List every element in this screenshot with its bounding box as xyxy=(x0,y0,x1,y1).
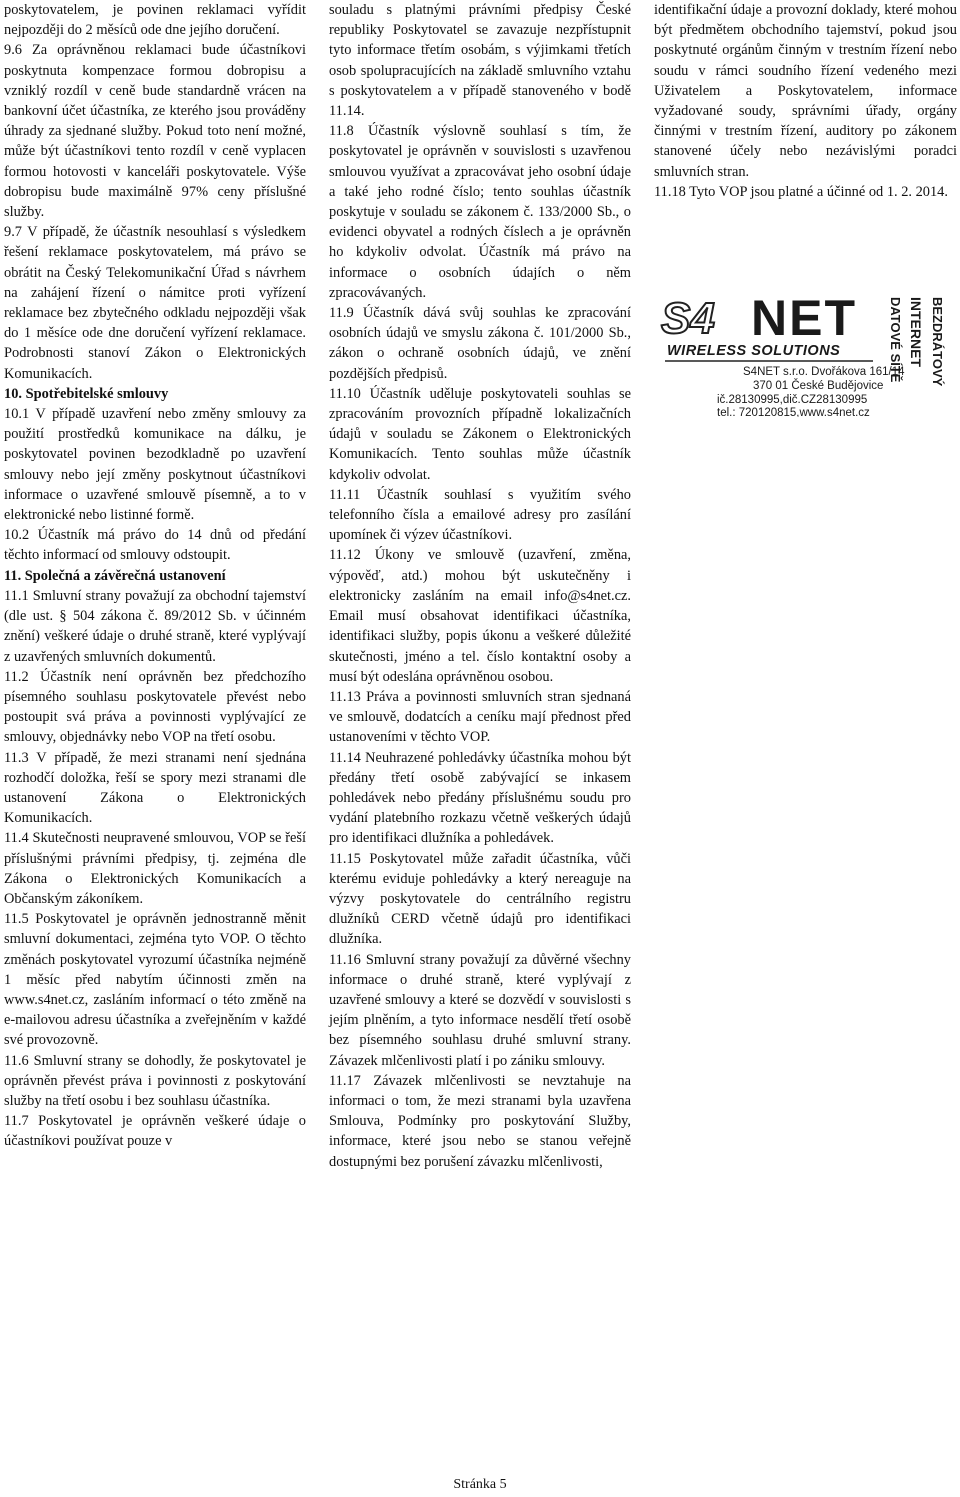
paragraph: poskytovatelem, je povinen reklamaci vyřídit nejpozději do 2 měsíců ode dne jejího doručení. xyxy=(4,2,306,39)
paragraph: 11.16 Smluvní strany považují za důvěrné všechny informace o druhé straně, které vyplývají z uzavřené smlouvy a které se dozvědí v souvislosti s jejím plněním, a tyto informace nesdělí třetí osobě bez písemného souhlasu druhé smluvní strany. Závazek mlčenlivosti platí i po zániku smlouvy. xyxy=(329,951,631,1069)
logo-brand-main: NET xyxy=(751,295,857,346)
text-column-2 xyxy=(329,0,631,1172)
paragraph: 11.2 Účastník není oprávněn bez předchozího písemného souhlasu poskytovatele převést nebo postoupit svá práva a povinnosti vyplývající ze smlouvy, objednávky nebo VOP na třetí osobu. xyxy=(4,668,306,746)
page-number: Stránka 5 xyxy=(453,1477,507,1492)
paragraph: 10.2 Účastník má právo do 14 dnů od předání těchto informací od smlouvy odstoupit. xyxy=(4,527,306,564)
logo-ids-line: ič.28130995,dič.CZ28130995 xyxy=(717,394,868,406)
logo-tagline: WIRELESS SOLUTIONS xyxy=(667,343,841,359)
paragraph: 11.1 Smluvní strany považují za obchodní tajemství (dle ust. § 504 zákona č. 89/2012 Sb. v účinném znění) veškeré údaje o druhé straně, které vyplývají z uzavřených smluvních dokumentů. xyxy=(4,587,306,665)
logo-address-line1: S4NET s.r.o. Dvořákova 161/14 xyxy=(743,366,905,378)
logo-mark-icon xyxy=(661,295,857,346)
logo-contact-line: tel.: 720120815,www.s4net.cz xyxy=(717,407,870,417)
text-column-3 xyxy=(654,0,957,202)
paragraph: 11.9 Účastník dává svůj souhlas ke zpracování osobních údajů ve smyslu zákona č. 101/2000 Sb., zákon o ochraně osobních údajů, ve znění pozdějších předpisů. xyxy=(329,305,631,382)
paragraph: 9.7 V případě, že účastník nesouhlasí s výsledkem řešení reklamace poskytovatelem, má právo se obrátit na Český Telekomunikační Úřad s návrhem na zahájení řízení o námitce proti vyřízení reklamace bez zbytečného odkladu nejpozději však do 1 měsíce ode dne doručení vyřízení reklamace. Podrobnosti stanoví Zákon o Elektronických Komunikacích. xyxy=(4,224,306,382)
logo-side-text1: DATOVÉ SÍTĚ xyxy=(888,297,903,383)
paragraph: 11.15 Poskytovatel může zařadit účastníka, vůči kterému eviduje pohledávky a který nereaguje na výzvy poskytovatele do centrálního registru dlužníků CERD včetně údajů pro identifikaci dlužníka. xyxy=(329,850,631,948)
paragraph: 11.7 Poskytovatel je oprávněn veškeré údaje o účastníkovi používat pouze v xyxy=(4,1113,306,1150)
paragraph: 11.4 Skutečnosti neupravené smlouvou, VOP se řeší příslušnými právními předpisy, tj. zejména dle Zákona o Elektronických Komunikacích a Občanským zákoníkem. xyxy=(4,830,306,907)
paragraph: 11.10 Účastník uděluje poskytovateli souhlas se zpracováním provozních případně lokalizačních údajů v souladu se Zákonem o Elektronických Komunikacích. Tento souhlas může účastník kdykoliv odvolat. xyxy=(329,385,631,483)
paragraph: 11.8 Účastník výslovně souhlasí s tím, že poskytovatel je oprávněn v souvislosti s uzavřenou smlouvou využívat a zpracovávat jeho osobní údaje a také jeho rodné číslo; tento souhlas účastník poskytuje v souladu se zákonem č. 133/2000 Sb., o evidenci obyvatel a rodných číslech a je oprávněn ho kdykoliv odvolat. Účastník má právo na informace o osobních údajích o něm zpracovávaných. xyxy=(329,123,631,301)
company-stamp-logo xyxy=(659,295,955,417)
paragraph: 11.14 Neuhrazené pohledávky účastníka mohou být předány třetí osobě zabývající se inkasem pohledávek nebo předány příslušnému soudu pro vydání platebního rozkazu včetně veškerých údajů pro identifikaci dlužníka a pohledávek. xyxy=(329,749,631,847)
text-column-1 xyxy=(4,0,306,1152)
paragraph: 11.11 Účastník souhlasí s využitím svého telefonního čísla a emailové adresy pro zasílání upomínek či výzev účastníkovi. xyxy=(329,486,631,544)
paragraph: 11.5 Poskytovatel je oprávněn jednostranně měnit smluvní dokumentaci, zejména tyto VOP. O těchto změnách poskytovatel vyrozumí účastníka nejméně 1 měsíc před nabytím účinnosti změn na www.s4net.cz, zasláním informací o této změně na e-mailovou adresu účastníka a zveřejněním v každé své provozovně. xyxy=(4,911,306,1049)
section-heading: 11. Společná a závěrečná ustanovení xyxy=(4,567,226,584)
paragraph: 9.6 Za oprávněnou reklamaci bude účastníkovi poskytnuta kompenzace formou dobropisu a vzniklý rozdíl v ceně bude standardně vrácen na bankovní účet účastníka, ze kterého jsou prováděny úhrady za sjednané služby. Pokud toto není možné, může být účastníkovi tento rozdíl v ceně vyplacen formou hotovosti v kanceláři poskytovatele. Výše dobropisu bude maximálně 97% ceny příslušné služby. xyxy=(4,42,306,221)
paragraph: 10.1 V případě uzavření nebo změny smlouvy za použití prostředků komunikace na dálku, je poskytovatel povinen bezodkladně po uzavření smlouvy nebo její změny poskytnout účastníkovi informace o uzavřené smlouvě písemně, a to v elektronické nebo listinné formě. xyxy=(4,406,306,524)
logo-brand-prefix: S4 xyxy=(661,295,715,343)
paragraph: 11.6 Smluvní strany se dohodly, že poskytovatel je oprávněn převést práva i povinnosti z poskytování služby na třetí osobu i bez souhlasu účastníka. xyxy=(4,1052,306,1109)
paragraph: 11.3 V případě, že mezi stranami není sjednána rozhodčí doložka, řeší se spory mezi stranami dle ustanovení Zákona o Elektronických Komunikacích. xyxy=(4,749,306,827)
paragraph: identifikační údaje a provozní doklady, které mohou být předmětem obchodního tajemství, pokud jsou poskytnuté orgánům činným v trestním řízení nebo soudu v rámci soudního řízení vedeného mezi Uživatelem a Poskytovatelem, informace vyžadované soudy, správními úřady, orgány činnými v trestním řízení, auditory po zákonem stanovené účely nebo nezávislými poradci smluvních stran. xyxy=(654,2,957,180)
logo-side-text2: INTERNET xyxy=(908,297,924,367)
paragraph: souladu s platnými právními předpisy České republiky Poskytovatel se zavazuje nezpřístupnit tyto informace třetím osobám, s výjimkami třetích osob spolupracujících na základě smluvního vztahu s poskytovatelem a v případě stanoveného v bodě 11.14. xyxy=(329,2,631,120)
logo-address-line2: 370 01 České Budějovice xyxy=(753,380,884,392)
paragraph: 11.17 Závazek mlčenlivosti se nevztahuje na informaci o tom, že mezi stranami byla uzavřena Smlouva, Podmínky pro poskytování Služby, informace, které jsou nebo se stanou veřejně dostupnými bez porušení závazku mlčenlivosti, xyxy=(329,1072,631,1170)
paragraph: 11.13 Práva a povinnosti smluvních stran sjednaná ve smlouvě, dodatcích a ceníku mají přednost před ustanoveními v těchto VOP. xyxy=(329,688,631,746)
paragraph: 11.12 Úkony ve smlouvě (uzavření, změna, výpověď, atd.) mohou být uskutečněny i elektronicky zasláním na email info@s4net.cz. Email musí obsahovat identifikaci účastníka, identifikaci služby, popis úkonu a veškeré důležité skutečnosti, jméno a tel. číslo kontaktní osoby a musí být odeslána oprávněnou osobou. xyxy=(329,547,631,685)
section-heading: 10. Spotřebitelské smlouvy xyxy=(4,385,169,402)
logo-side-text3: BEZDRÁTOVÝ xyxy=(930,297,945,387)
paragraph: 11.18 Tyto VOP jsou platné a účinné od 1. 2. 2014. xyxy=(654,183,948,200)
